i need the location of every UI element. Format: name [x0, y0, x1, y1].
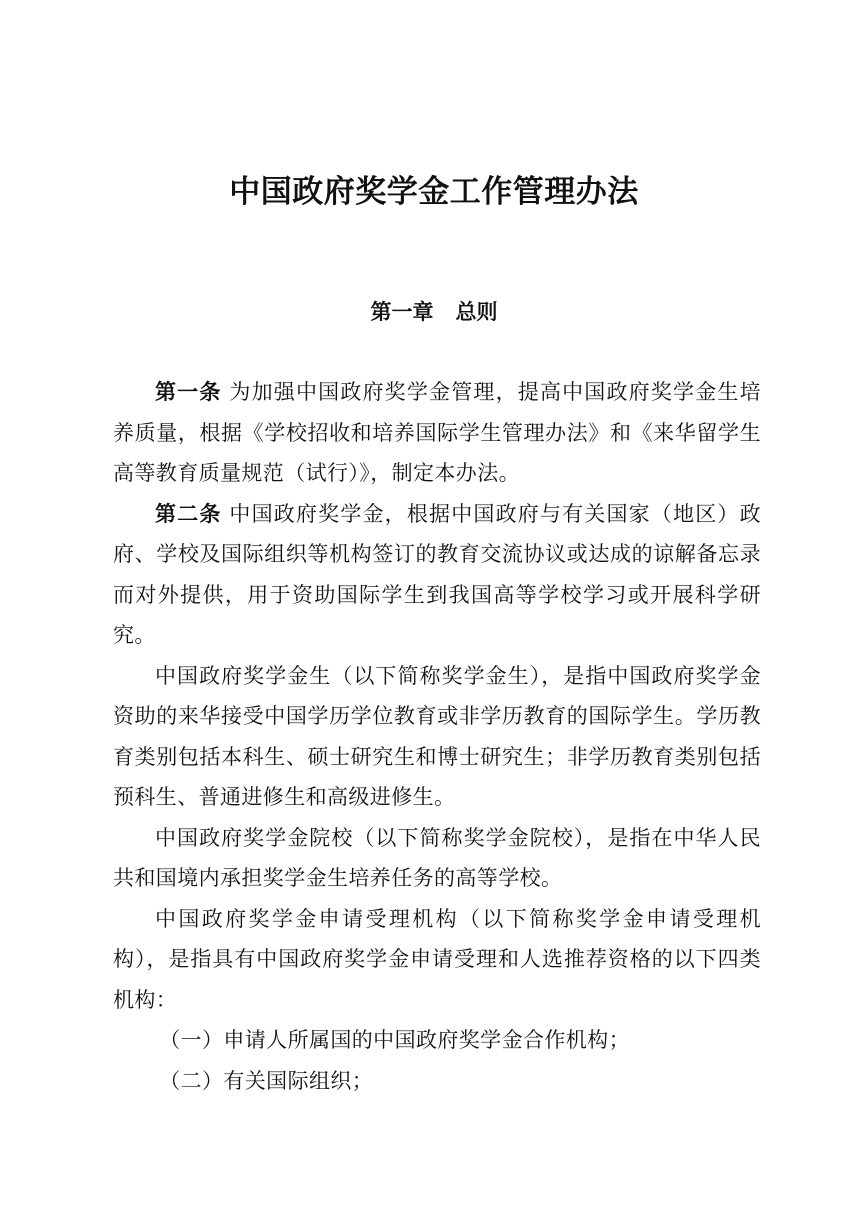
body-paragraph — [113, 818, 761, 899]
document-title: 中国政府奖学金工作管理办法 — [229, 174, 639, 210]
list-item: （一）申请人所属国的中国政府奖学金合作机构； — [159, 1028, 630, 1052]
list-item: （二）有关国际组织； — [159, 1068, 374, 1093]
article-paragraph — [113, 494, 761, 656]
article-number: 第二条 — [155, 500, 222, 526]
document-body — [113, 372, 761, 1101]
article-paragraph — [113, 372, 761, 494]
paragraph-text: 中国政府奖学金生（以下简称奖学金生），是指中国政府奖学金资助的来华接受中国学历学位教育或非学历教育的国际学生。学历教育类别包括本科生、硕士研究生和博士研究生；非学历教育类别包括预科生、普通进修生和高级进修生。 — [113, 663, 761, 809]
chapter-heading: 第一章 总则 — [370, 299, 498, 324]
paragraph-text: 中国政府奖学金院校（以下简称奖学金院校），是指在中华人民共和国境内承担奖学金生培养任务的高等学校。 — [113, 825, 761, 890]
paragraph-text: 中国政府奖学金，根据中国政府与有关国家（地区）政府、学校及国际组织等机构签订的教育交流协议或达成的谅解备忘录而对外提供，用于资助国际学生到我国高等学校学习或开展科学研究。 — [113, 501, 761, 647]
article-number: 第一条 — [155, 379, 222, 404]
body-paragraph — [113, 656, 761, 818]
body-paragraph — [113, 899, 761, 1021]
paragraph-text: 中国政府奖学金申请受理机构（以下简称奖学金申请受理机构），是指具有中国政府奖学金申请受理和人选推荐资格的以下四类机构： — [113, 906, 761, 1012]
paragraph-text: 为加强中国政府奖学金管理，提高中国政府奖学金生培养质量，根据《学校招收和培养国际学生管理办法》和《来华留学生高等教育质量规范（试行）》，制定本办法。 — [113, 380, 761, 485]
